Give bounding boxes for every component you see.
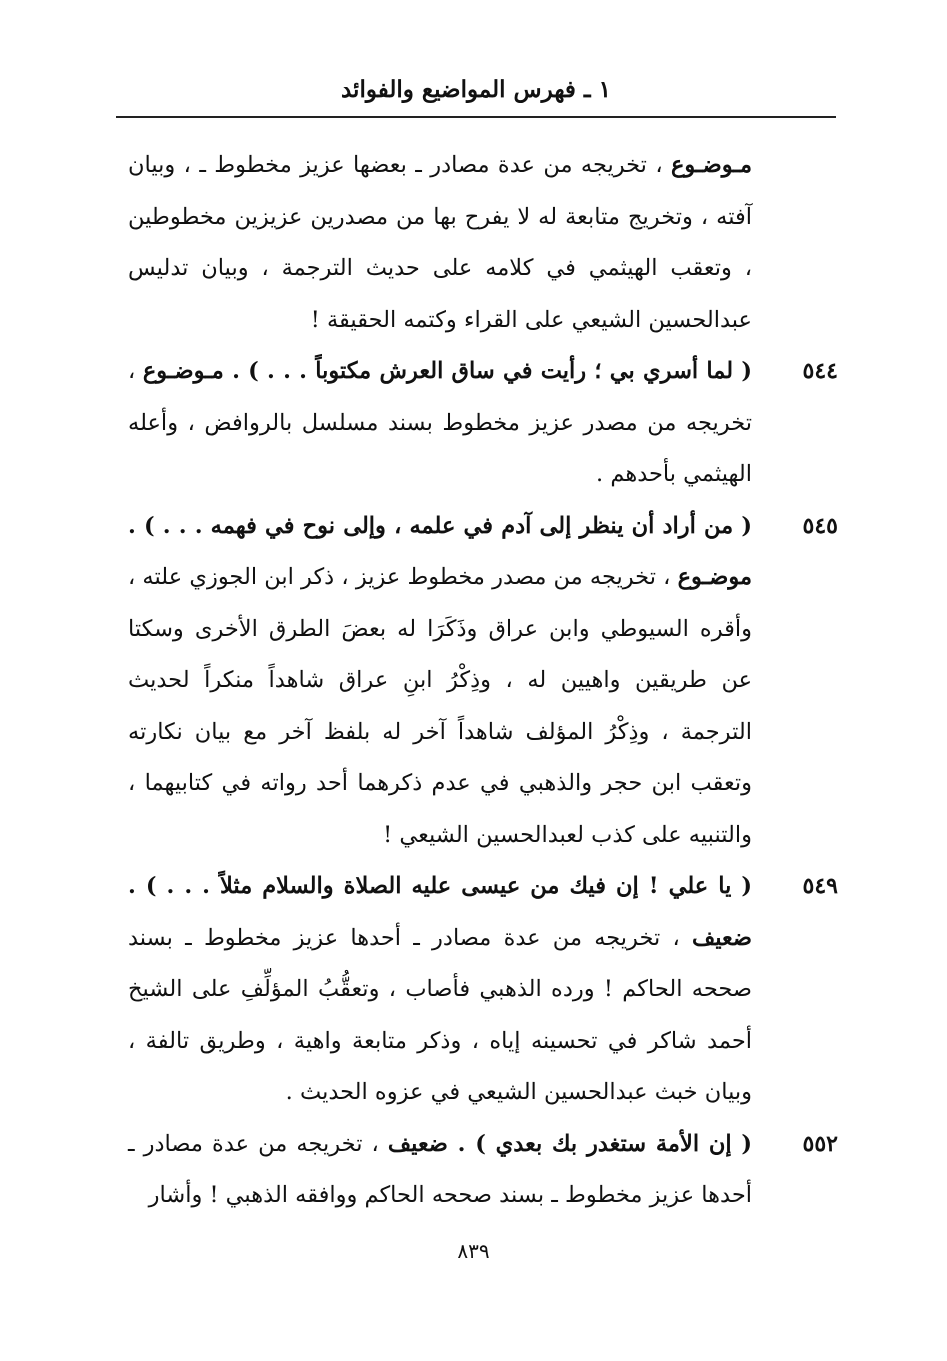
entry-number: ٥٤٤ [802, 358, 838, 384]
index-entry [128, 501, 838, 862]
entry-description: ، تخريجه من عدة مصادر ـ بعضها عزيز مخطوط ـ ، وبيان آفته ، وتخريج متابعة له لا يفرح بها من مصدرين عزيزين مخطوطين ، وتعقب الهيثمي في كلامه على حديث الترجمة ، وبيان تدليس عبدالحسين الشيعي على القراء وكتمه الحقيقة ! [128, 152, 752, 333]
hadith-grade: موضـوع [677, 564, 752, 590]
hadith-text: ( إن الأمة ستغدر بك بعدي ) . [447, 1130, 753, 1157]
hadith-grade: مـوضـوع [670, 152, 752, 178]
entry-description: ، تخريجه من عدة مصادر ـ أحدها عزيز مخطوط ـ بسند صححه الحاكم ووافقه الذهبي ! وأشار [128, 1130, 752, 1208]
page-header-title: ١ ـ فهرس المواضيع والفوائد [340, 76, 612, 103]
entry-number: ٥٤٥ [802, 512, 838, 539]
entry-number: ٥٥٢ [802, 1130, 838, 1157]
entry-description: ، تخريجه من مصدر مخطوط عزيز ، ذكر ابن الجوزي علته ، وأقره السيوطي وابن عراق وذَكَرَا له بعضَ الطرق الأخرى وسكتا عن طريقين واهيين له ، وذِكْرُ ابنِ عراق شاهداً منكراً لحديث الترجمة ، وذِكْرُ المؤلف شاهداً آخر له بلفظ آخر مع بيان نكارته وتعقب ابن حجر والذهبي في عدم ذكرهما أحد رواته في كتابيهما ، والتنبيه على كذب لعبدالحسين الشيعي ! [128, 564, 752, 848]
hadith-text: ( يا علي ! إن فيك من عيسى عليه الصلاة والسلام مثلاً . . . ) . [128, 873, 752, 899]
hadith-grade: ضعيف [387, 1130, 448, 1157]
entry-description: ، تخريجه من عدة مصادر ـ أحدها عزيز مخطوط ـ بسند صححه الحاكم ! ورده الذهبي فأصاب ، وتعقُّبُ المؤلِّفِ على الشيخ أحمد شاكر في تحسينه إياه ، وذكر متابعة واهية ، وطريق تالفة ، وبيان خبث عبدالحسين الشيعي في عزوه الحديث . [128, 924, 752, 1105]
index-entry [128, 346, 838, 501]
index-entries [128, 140, 838, 1222]
hadith-grade: ضعيف [691, 924, 752, 951]
index-entry [128, 140, 838, 346]
hadith-grade: مـوضـوع [142, 358, 224, 384]
index-entry [128, 861, 838, 1119]
page-number: ٨٣٩ [457, 1239, 490, 1263]
hadith-text: ( من أراد أن ينظر إلى آدم في علمه ، وإلى نوح في فهمه . . . ) . [128, 512, 752, 539]
entry-description: ، تخريجه من مصدر عزيز مخطوط بسند مسلسل بالروافض ، وأعله الهيثمي بأحدهم . [128, 358, 752, 487]
hadith-text: ( لما أسري بي ؛ رأيت في ساق العرش مكتوباً . . . ) . [223, 358, 753, 384]
header-divider [116, 116, 836, 118]
entry-number: ٥٤٩ [802, 873, 838, 899]
index-entry [128, 1119, 838, 1222]
